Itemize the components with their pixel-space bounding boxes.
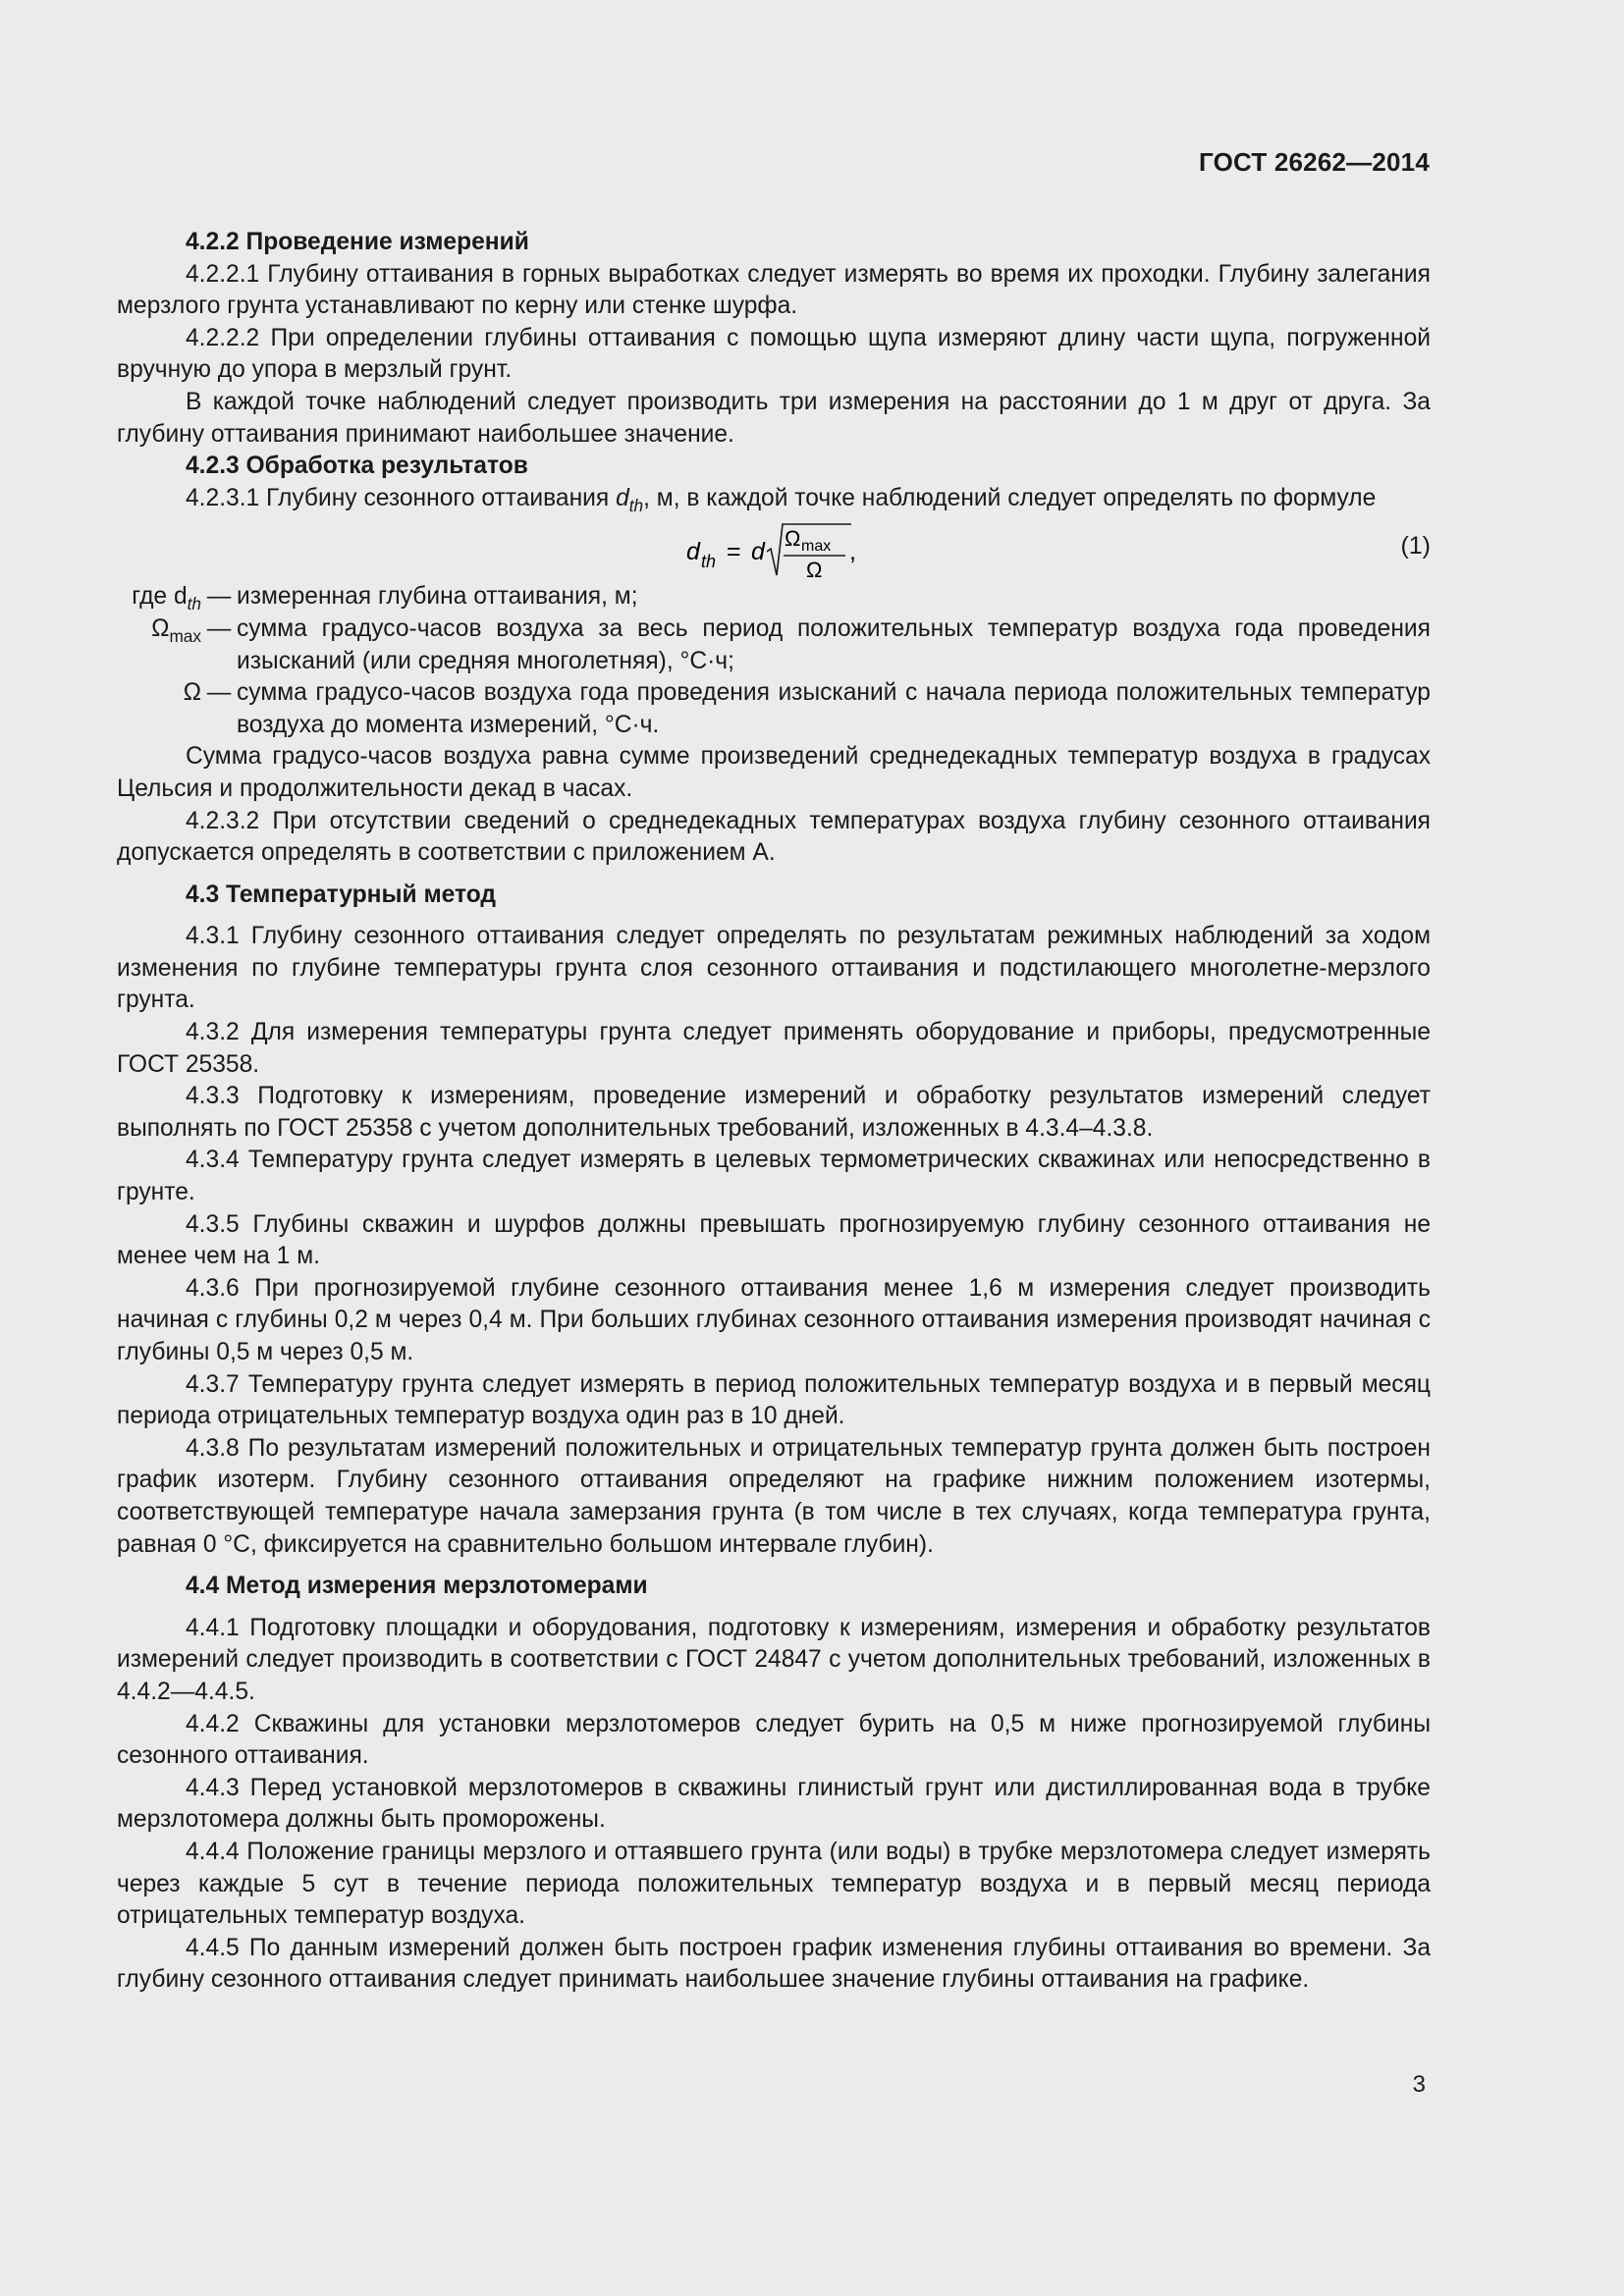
legend-label: где d xyxy=(132,583,188,611)
section-title-4-4: 4.4 Метод измерения мерзлотомерами xyxy=(186,1573,648,1600)
paragraph-4-3-2: 4.3.2 Для измерения температуры грунта следует применять оборудование и приборы, предусмотренные ГОСТ 25358. xyxy=(117,1019,1431,1078)
standard-header: ГОСТ 26262—2014 xyxy=(1199,147,1430,177)
paragraph-degree-hours: Сумма градусо-часов воздуха равна сумме произведений среднедекадных температур воздуха в градусах Цельсия и продолжительности декад в часах. xyxy=(117,743,1431,802)
section-title-4-2-2: 4.2.2 Проведение измерений xyxy=(186,229,529,255)
formula-1 xyxy=(117,514,1431,581)
paragraph-4-4-4: 4.4.4 Положение границы мерзлого и оттаявшего грунта (или воды) в трубке мерзлотомера следует измерять через каждые 5 сут в течение периода положительных температур воздуха и в первый месяц периода отрицательных температур воздуха. xyxy=(117,1838,1431,1930)
paragraph-4-4-5: 4.4.5 По данным измерений должен быть построен график изменения глубины оттаивания во времени. За глубину сезонного оттаивания следует принимать наибольшее значение глубины оттаивания на графике. xyxy=(117,1934,1431,1994)
formula-svg xyxy=(686,518,883,581)
section-title-4-3: 4.3 Температурный метод xyxy=(186,881,497,908)
formula-numerator-sub: max xyxy=(801,538,832,556)
svg-text:=: = xyxy=(727,538,741,566)
formula-number: (1) xyxy=(1400,532,1431,561)
formula-lhs: d xyxy=(686,538,700,566)
formula-legend xyxy=(117,581,1431,741)
formula-lhs-sub: th xyxy=(701,552,717,572)
paragraph-4-3-8: 4.3.8 По результатам измерений положительных и отрицательных температур грунта должен быть построен график изотерм. Глубину сезонного оттаивания определяют на графике нижним положением изотермы, соответствующей температуре начала замерзания грунта (в том числе в тех случаях, когда температура грунта, равная 0 °С, фиксируется на сравнительно большом интервале глубин). xyxy=(117,1434,1431,1558)
paragraph-4-2-2-1: 4.2.2.1 Глубину оттаивания в горных выработках следует измерять во время их проходки. Глубину залегания мерзлого грунта устанавливают по керну или стенке шурфа. xyxy=(117,260,1431,320)
legend-row-omega-max: $\Omega_{max}$ — сумма градусо-часов воздуха за весь период положительных температур воздуха года проведения изысканий (или средняя многолетняя), °С·ч; xyxy=(117,614,1431,677)
paragraph-4-4-3: 4.4.3 Перед установкой мерзлотомеров в скважины глинистый грунт или дистиллированная вода в трубке мерзлотомера должны быть проморожены. xyxy=(117,1774,1431,1834)
paragraph-4-3-4: 4.3.4 Температуру грунта следует измерять в целевых термометрических скважинах или непосредственно в грунте. xyxy=(117,1147,1431,1206)
legend-text: измеренная глубина оттаивания, м; xyxy=(237,583,638,611)
legend-dash: — xyxy=(206,614,232,642)
formula-rhs: d xyxy=(751,538,765,566)
legend-label: Ω xyxy=(183,679,201,707)
legend-dash: — xyxy=(206,583,232,611)
paragraph-4-3-1: 4.3.1 Глубину сезонного оттаивания следует определять по результатам режимных наблюдений за ходом изменения по глубине температуры грунта слоя сезонного оттаивания и подстилающего многолетне-мерзлого грунта. xyxy=(117,923,1431,1014)
paragraph-4-3-7: 4.3.7 Температуру грунта следует измерять в период положительных температур воздуха и в первый месяц периода отрицательных температур воздуха один раз в 10 дней. xyxy=(117,1370,1431,1430)
legend-row-omega xyxy=(117,677,1431,741)
paragraph-4-3-3: 4.3.3 Подготовку к измерениям, проведение измерений и обработку результатов измерений следует выполнять по ГОСТ 25358 с учетом дополнительных требований, изложенных в 4.3.4–4.3.8. xyxy=(117,1083,1431,1142)
formula-expression xyxy=(686,518,883,581)
paragraph-4-2-3-1: 4.2.3.1 Глубину сезонного оттаивания $d_{th}$, м, в каждой точке наблюдений следует определять по формуле xyxy=(186,484,1377,515)
paragraph-4-3-5: 4.3.5 Глубины скважин и шурфов должны превышать прогнозируемую глубину сезонного оттаивания не менее чем на 1 м. xyxy=(117,1210,1431,1270)
paragraph-4-2-2-2-note: В каждой точке наблюдений следует производить три измерения на расстоянии до 1 м друг от друга. За глубину оттаивания принимают наибольшее значение. xyxy=(117,388,1431,448)
page-number: 3 xyxy=(1412,2071,1426,2098)
paragraph-4-4-2: 4.4.2 Скважины для установки мерзлотомеров следует бурить на 0,5 м ниже прогнозируемой глубины сезонного оттаивания. xyxy=(117,1710,1431,1770)
legend-dash: — xyxy=(206,679,232,707)
paragraph-4-2-2-2: 4.2.2.2 При определении глубины оттаивания с помощью щупа измеряют длину части щупа, погруженной вручную до упора в мерзлый грунт. xyxy=(117,324,1431,384)
paragraph-4-4-1: 4.4.1 Подготовку площадки и оборудования, подготовку к измерениям, измерения и обработку результатов измерений следует производить в соответствии с ГОСТ 24847 с учетом дополнительных требований, изложенных в 4.4.2—4.4.5. xyxy=(117,1614,1431,1705)
formula-trail: , xyxy=(849,538,856,566)
document-body xyxy=(117,227,1431,1997)
legend-text: сумма градусо-часов воздуха года проведения изысканий с начала периода положительных температур воздуха до момента измерений, °С·ч. xyxy=(237,679,1431,738)
legend-text: сумма градусо-часов воздуха за весь период положительных температур воздуха года проведения изысканий (или средняя многолетняя), °С·ч; xyxy=(237,614,1431,674)
paragraph-4-3-6: 4.3.6 При прогнозируемой глубине сезонного оттаивания менее 1,6 м измерения следует производить начиная с глубины 0,2 м через 0,4 м. При больших глубинах сезонного оттаивания измерения производят начиная с глубины 0,5 м через 0,5 м. xyxy=(117,1274,1431,1365)
legend-label: Ω xyxy=(151,614,170,642)
legend-row-dth: где $d_{th}$ — измеренная глубина оттаивания, м; xyxy=(117,581,1431,614)
formula-denominator: Ω xyxy=(806,558,823,582)
section-title-4-2-3: 4.2.3 Обработка результатов xyxy=(186,453,528,480)
paragraph-4-2-3-2: 4.2.3.2 При отсутствии сведений о среднедекадных температурах воздуха глубину сезонного оттаивания допускается определять в соответствии с приложением А. xyxy=(117,807,1431,867)
formula-numerator: Ω xyxy=(785,526,801,552)
